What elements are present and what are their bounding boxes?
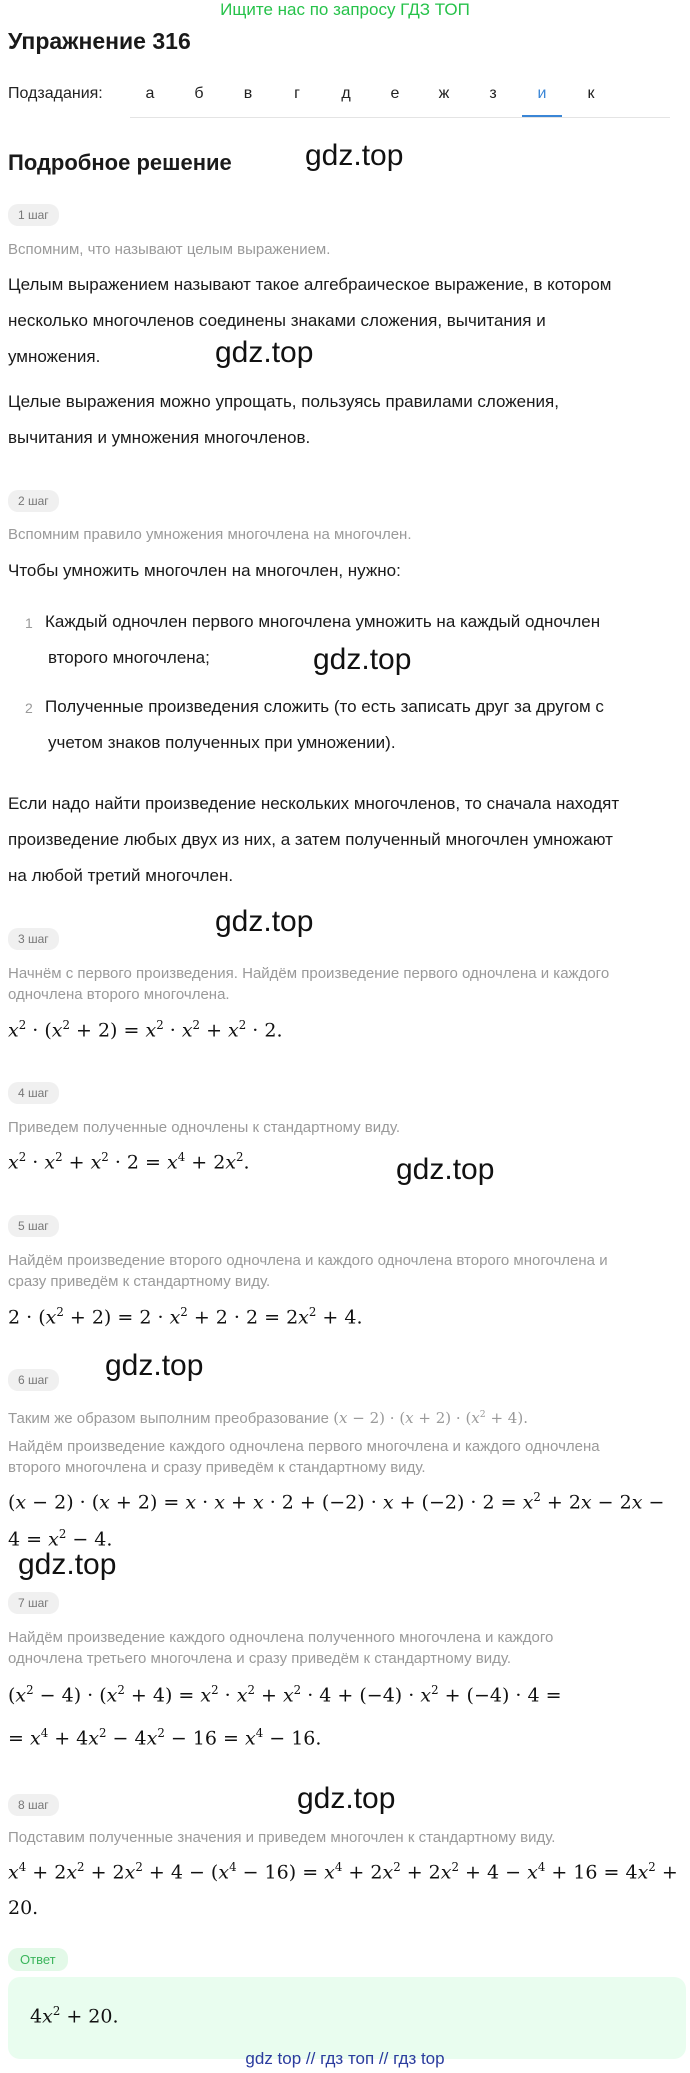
answer-formula: $4x^2 + 20$. bbox=[30, 2004, 119, 2028]
subtask-tab[interactable]: е bbox=[390, 85, 400, 102]
step-hint: Вспомним, что называют целым выражением. bbox=[8, 241, 331, 258]
step-badge: 4 шаг bbox=[8, 1082, 59, 1104]
paragraph: умножения. bbox=[8, 347, 101, 366]
solution-title: Подробное решение bbox=[8, 150, 232, 175]
paragraph: Если надо найти произведение нескольких многочленов, то сначала находят bbox=[8, 794, 620, 813]
formula-step-4: $x^2 \cdot x^2 + x^2 \cdot 2 = x^4 + 2x^2$. bbox=[8, 1150, 250, 1174]
step-hint: второго многочлена и сразу приведём к стандартному виду. bbox=[8, 1459, 426, 1476]
step-hint-text: Таким же образом выполним преобразование bbox=[8, 1410, 330, 1427]
watermark: gdz.top bbox=[215, 336, 314, 369]
formula-step-3: $x^2 \cdot (x^2 + 2) = x^2 \cdot x^2 + x^2 \cdot 2$. bbox=[8, 1018, 283, 1042]
watermark: gdz.top bbox=[18, 1548, 117, 1581]
formula-step-8-line2: 20. bbox=[8, 1897, 39, 1919]
step-hint: одночлена третьего многочлена и сразу приведём к стандартному виду. bbox=[8, 1650, 512, 1667]
formula-step-8-line1: $x^4 + 2x^2 + 2x^2 + 4 - (x^4 - 16) = x^4 + 2x^2 + 2x^2 + 4 - x^4 + 16 = 4x^2$ + bbox=[8, 1860, 678, 1884]
step-badge: 6 шаг bbox=[8, 1369, 59, 1391]
subtask-tab[interactable]: г bbox=[294, 85, 300, 102]
list-number: 1 bbox=[25, 615, 33, 631]
subtask-tab[interactable]: а bbox=[145, 85, 155, 102]
inline-formula: $(x - 2) \cdot (x + 2) \cdot (x^2 + 4)$. bbox=[333, 1409, 528, 1427]
step-hint: сразу приведём к стандартному виду. bbox=[8, 1273, 271, 1290]
page-title: Упражнение 316 bbox=[8, 28, 191, 54]
formula-step-5: $2 \cdot (x^2 + 2) = 2 \cdot x^2 + 2 \cdot 2 = 2x^2 + 4$. bbox=[8, 1305, 363, 1329]
paragraph: Чтобы умножить многочлен на многочлен, нужно: bbox=[8, 561, 401, 580]
watermark: gdz.top bbox=[105, 1349, 204, 1382]
paragraph: несколько многочленов соединены знаками сложения, вычитания и bbox=[8, 311, 546, 330]
list-item: Каждый одночлен первого многочлена умножить на каждый одночлен bbox=[45, 612, 601, 631]
subtasks-label: Подзадания: bbox=[8, 85, 103, 102]
step-hint: Начнём с первого произведения. Найдём произведение первого одночлена и каждого bbox=[8, 965, 610, 982]
step-hint: Подставим полученные значения и приведем многочлен к стандартному виду. bbox=[8, 1829, 556, 1846]
step-hint: Найдём произведение каждого одночлена первого многочлена и каждого одночлена bbox=[8, 1438, 600, 1455]
step-hint: Приведем полученные одночлены к стандартному виду. bbox=[8, 1119, 401, 1136]
watermark: gdz.top bbox=[396, 1153, 495, 1186]
step-badge: 3 шаг bbox=[8, 928, 59, 950]
step-badge: 8 шаг bbox=[8, 1794, 59, 1816]
subtask-tab[interactable]: и bbox=[522, 85, 562, 117]
subtask-tab[interactable]: к bbox=[587, 85, 595, 102]
step-hint: одночлена второго многочлена. bbox=[8, 986, 230, 1003]
subtask-tab[interactable]: д bbox=[341, 85, 351, 102]
subtasks-row bbox=[8, 83, 668, 117]
step-hint: Вспомним правило умножения многочлена на многочлен. bbox=[8, 526, 412, 543]
watermark: gdz.top bbox=[297, 1782, 396, 1815]
paragraph: на любой третий многочлен. bbox=[8, 866, 234, 885]
subtask-tab[interactable]: б bbox=[194, 85, 204, 102]
answer-badge: Ответ bbox=[8, 1948, 68, 1971]
watermark: gdz.top bbox=[215, 905, 314, 938]
list-item: учетом знаков полученных при умножении). bbox=[48, 733, 396, 752]
step-badge: 5 шаг bbox=[8, 1215, 59, 1237]
step-hint: Найдём произведение второго одночлена и каждого одночлена второго многочлена и bbox=[8, 1252, 608, 1269]
paragraph: произведение любых двух из них, а затем полученный многочлен умножают bbox=[8, 830, 613, 849]
list-item: Полученные произведения сложить (то есть записать друг за другом с bbox=[45, 697, 604, 716]
paragraph: Целым выражением называют такое алгебраическое выражение, в котором bbox=[8, 275, 612, 294]
footer-links: gdz top // гдз топ // гдз top bbox=[245, 2049, 445, 2068]
formula-step-6-line2: $4 = x^2 - 4$. bbox=[8, 1527, 113, 1551]
formula-step-7-line1: $(x^2 - 4) \cdot (x^2 + 4) = x^2 \cdot x^2 + x^2 \cdot 4 + (-4) \cdot x^2 + (-4) \cdot 4$ = bbox=[8, 1683, 562, 1707]
subtasks-tabs bbox=[130, 83, 670, 118]
promo-banner: Ищите нас по запросу ГДЗ ТОП bbox=[220, 0, 470, 19]
subtask-tab[interactable]: ж bbox=[438, 85, 450, 102]
step-badge: 1 шаг bbox=[8, 204, 59, 226]
list-number: 2 bbox=[25, 700, 33, 716]
paragraph: вычитания и умножения многочленов. bbox=[8, 428, 311, 447]
paragraph: Целые выражения можно упрощать, пользуясь правилами сложения, bbox=[8, 392, 559, 411]
list-item: второго многочлена; bbox=[48, 648, 210, 667]
step-badge: 2 шаг bbox=[8, 490, 59, 512]
answer-box bbox=[8, 1977, 686, 2059]
formula-step-6-line1: $(x - 2) \cdot (x + 2) = x \cdot x + x \cdot 2 + (-2) \cdot x + (-2) \cdot 2 = x^2 + 2x - 2x$ − bbox=[8, 1490, 665, 1514]
step-badge: 7 шаг bbox=[8, 1592, 59, 1614]
subtask-tab[interactable]: з bbox=[489, 85, 497, 102]
watermark: gdz.top bbox=[313, 643, 412, 676]
formula-step-7-line2: = $x^4 + 4x^2 - 4x^2 - 16 = x^4 - 16$. bbox=[8, 1726, 322, 1750]
watermark: gdz.top bbox=[305, 139, 404, 172]
step-hint: Найдём произведение каждого одночлена полученного многочлена и каждого bbox=[8, 1629, 554, 1646]
step-hint bbox=[8, 1404, 528, 1429]
subtask-tab[interactable]: в bbox=[243, 85, 253, 102]
